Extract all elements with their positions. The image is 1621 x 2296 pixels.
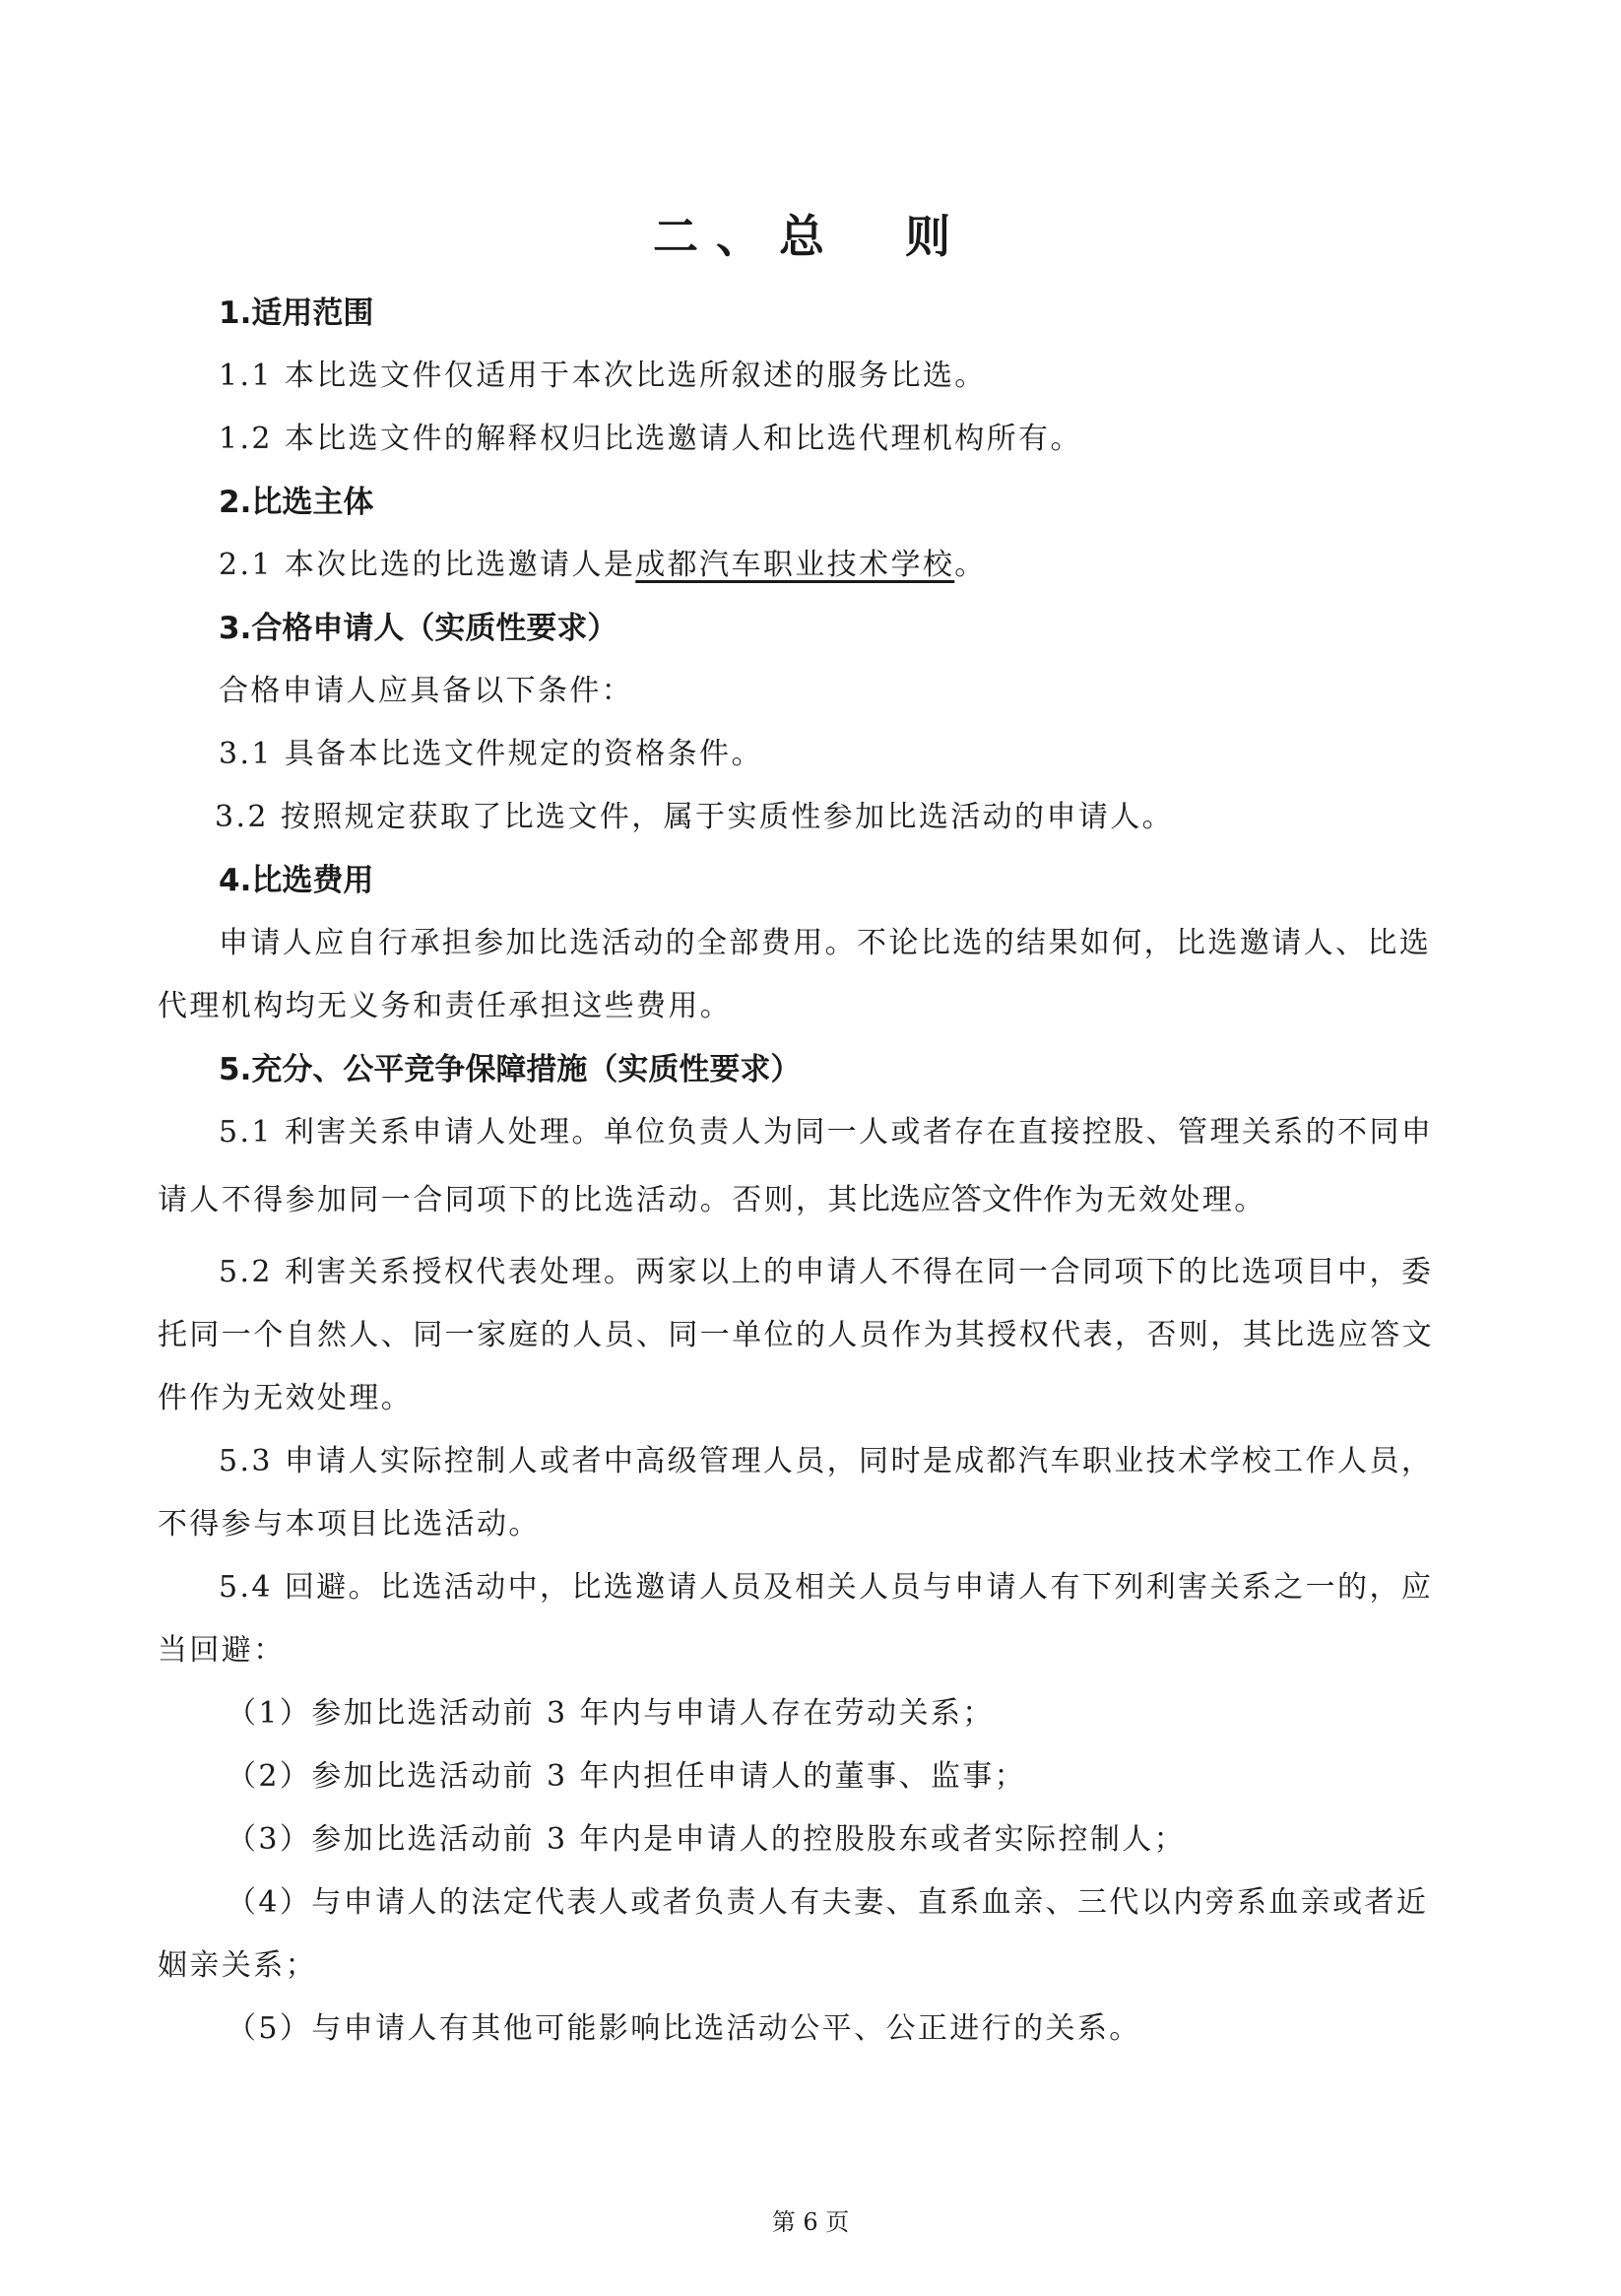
paragraph-3-2: 3.2 按照规定获取了比选文件，属于实质性参加比选活动的申请人。 — [215, 800, 1175, 834]
paragraph-5-3-line2: 不得参与本项目比选活动。 — [158, 1507, 541, 1542]
school-name-underlined: 成都汽车职业技术学校 — [635, 548, 955, 582]
section-4-heading: 4.比选费用 — [219, 863, 374, 898]
paragraph-2-1-suffix: 。 — [954, 548, 987, 582]
paragraph-1-1: 1.1 本比选文件仅适用于本次比选所叙述的服务比选。 — [219, 359, 987, 393]
paragraph-5-2-line2: 托同一个自然人、同一家庭的人员、同一单位的人员作为其授权代表，否则，其比选应答文 — [158, 1318, 1434, 1352]
paragraph-5-1-suffix: 作为无效处理。 — [1042, 1183, 1266, 1217]
list-item-3: （3）参加比选活动前 3 年内是申请人的控股股东或者实际控制人； — [227, 1822, 1187, 1857]
paragraph-5-2-line1: 5.2 利害关系授权代表处理。两家以上的申请人不得在同一合同项下的比选项目中，委 — [219, 1255, 1434, 1289]
paragraph-2-1-prefix: 2.1 本次比选的比选邀请人是 — [219, 548, 636, 582]
paragraph-5-2-line3: 件作为无效处理。 — [158, 1381, 414, 1415]
paragraph-5-4-line1: 5.4 回避。比选活动中，比选邀请人员及相关人员与申请人有下列利害关系之一的，应 — [219, 1570, 1434, 1605]
section-5-heading: 5.充分、公平竞争保障措施（实质性要求） — [219, 1052, 802, 1087]
page-title: 二、总 则 — [653, 210, 968, 263]
paragraph-3-1: 3.1 具备本比选文件规定的资格条件。 — [219, 737, 763, 771]
paragraph-5-1-line1: 5.1 利害关系申请人处理。单位负责人为同一人或者存在直接控股、管理关系的不同申 — [219, 1115, 1434, 1149]
section-3-heading: 3.合格申请人（实质性要求） — [219, 611, 618, 646]
paragraph-3-intro: 合格申请人应具备以下条件： — [219, 674, 634, 708]
paragraph-5-1-line2 — [158, 1178, 1266, 1222]
paragraph-4-line2: 代理机构均无义务和责任承担这些费用。 — [158, 989, 733, 1023]
section-2-heading: 2.比选主体 — [219, 485, 374, 520]
paragraph-5-4-line2: 当回避： — [158, 1633, 286, 1668]
paragraph-5-1-prefix: 请人不得参加同一合同项下的比选活动。否则，其 — [158, 1183, 860, 1217]
list-item-1: （1）参加比选活动前 3 年内与申请人存在劳动关系； — [227, 1696, 995, 1731]
list-item-4-line2: 姻亲关系； — [158, 1948, 317, 1983]
list-item-2: （2）参加比选活动前 3 年内担任申请人的董事、监事； — [227, 1759, 1027, 1794]
paragraph-4-line1: 申请人应自行承担参加比选活动的全部费用。不论比选的结果如何，比选邀请人、比选 — [219, 926, 1432, 960]
list-item-4-line1: （4）与申请人的法定代表人或者负责人有夫妻、直系血亲、三代以内旁系血亲或者近 — [227, 1885, 1429, 1920]
paragraph-1-2: 1.2 本比选文件的解释权归比选邀请人和比选代理机构所有。 — [219, 422, 1082, 456]
paragraph-5-3-line1: 5.3 申请人实际控制人或者中高级管理人员，同时是成都汽车职业技术学校工作人员， — [219, 1444, 1434, 1478]
section-1-heading: 1.适用范围 — [219, 295, 374, 331]
paragraph-2-1 — [219, 544, 987, 587]
response-document-term: 比选应答文件 — [859, 1182, 1043, 1217]
list-item-5: （5）与申请人有其他可能影响比选活动公平、公正进行的关系。 — [227, 2011, 1141, 2046]
page-number: 第 6 页 — [771, 2208, 850, 2236]
